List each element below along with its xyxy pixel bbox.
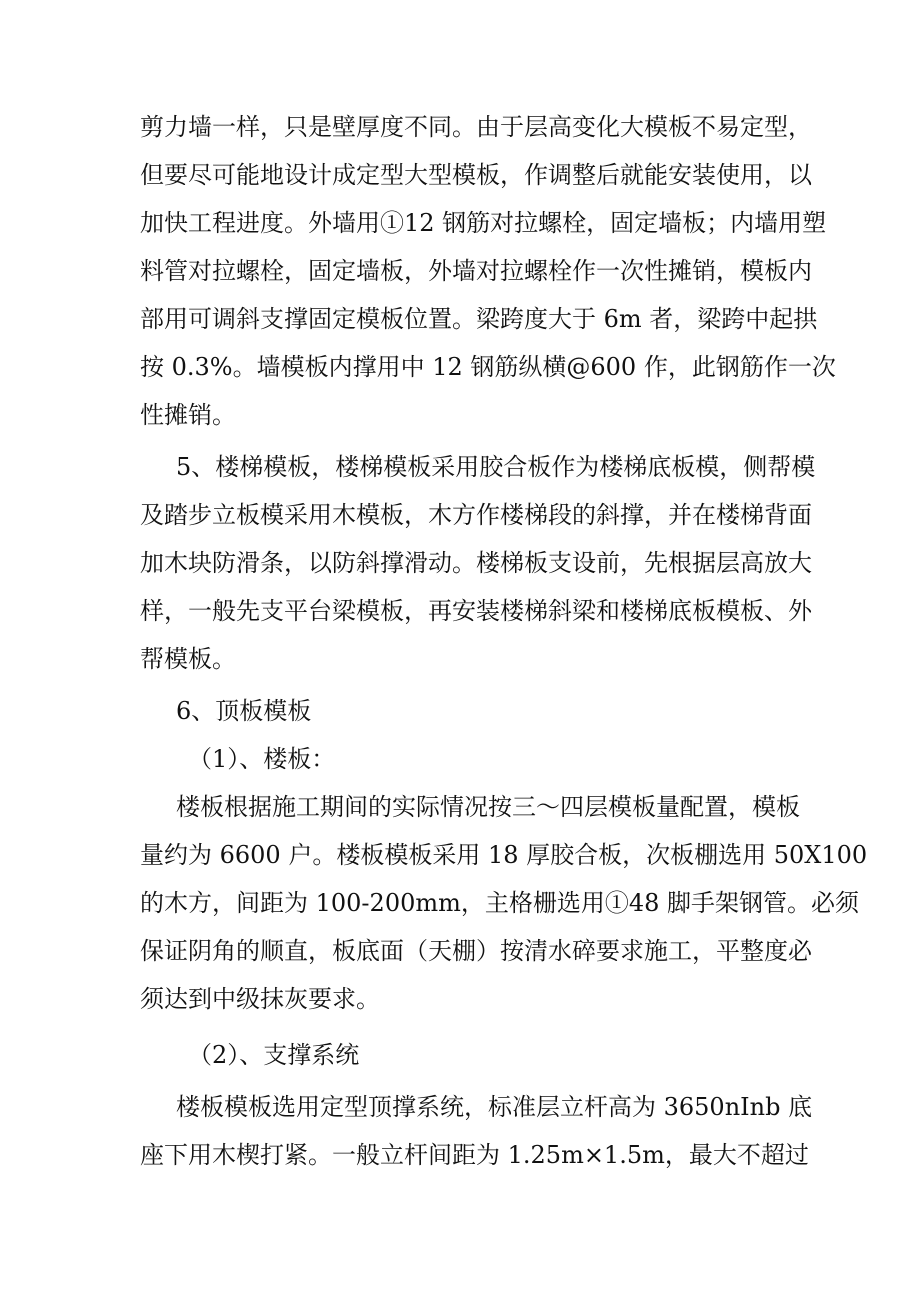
text-line: 的木方，间距为 100-200mm，主格栅选用①48 脚手架钢管。必须	[140, 889, 860, 917]
text-line: 按 0.3%。墙模板内撑用中 12 钢筋纵横@600 作，此钢筋作一次	[140, 353, 836, 381]
text-line: 加快工程进度。外墙用①12 钢筋对拉螺栓，固定墙板；内墙用塑	[140, 209, 827, 237]
text-line: 样，一般先支平台梁模板，再安装楼梯斜梁和楼梯底板模板、外	[140, 597, 812, 625]
text-line: 座下用木楔打紧。一般立杆间距为 1.25m×1.5m，最大不超过	[140, 1141, 809, 1169]
subsection-heading: （2）、支撑系统	[188, 1041, 360, 1069]
text-line: 量约为 6600 户。楼板模板采用 18 厚胶合板，次板棚选用 50X100	[140, 841, 868, 869]
text-line: 性摊销。	[140, 401, 236, 429]
text-line: 5、楼梯模板，楼梯模板采用胶合板作为楼梯底板模，侧帮模	[176, 453, 816, 481]
subsection-heading: （1）、楼板：	[188, 745, 336, 773]
heading-floor-slab	[140, 735, 785, 783]
heading-roof-formwork	[140, 687, 785, 735]
section-heading: 6、顶板模板	[176, 697, 312, 725]
text-line: 料管对拉螺栓，固定墙板，外墙对拉螺栓作一次性摊销，模板内	[140, 257, 812, 285]
paragraph-stair-formwork	[140, 443, 816, 683]
text-line: 保证阴角的顺直，板底面（天棚）按清水碎要求施工，平整度必	[140, 937, 812, 965]
text-line: 及踏步立板模采用木模板，木方作楼梯段的斜撑，并在楼梯背面	[140, 501, 812, 529]
paragraph-wall-formwork	[140, 103, 836, 439]
document-page	[140, 103, 868, 1179]
heading-support-system	[140, 1031, 785, 1079]
paragraph-floor-slab	[140, 783, 868, 1023]
text-line: 须达到中级抹灰要求。	[140, 985, 380, 1013]
text-line: 但要尽可能地设计成定型大型模板，作调整后就能安装使用，以	[140, 161, 812, 189]
text-line: 剪力墙一样，只是壁厚度不同。由于层高变化大模板不易定型，	[140, 113, 812, 141]
paragraph-support-system	[140, 1083, 813, 1179]
text-line: 部用可调斜支撑固定模板位置。梁跨度大于 6m 者，梁跨中起拱	[140, 305, 818, 333]
text-line: 楼板根据施工期间的实际情况按三～四层模板量配置，模板	[176, 793, 800, 821]
text-line: 楼板模板选用定型顶撑系统，标准层立杆高为 3650nInb 底	[176, 1093, 813, 1121]
text-line: 加木块防滑条，以防斜撑滑动。楼梯板支设前，先根据层高放大	[140, 549, 812, 577]
text-line: 帮模板。	[140, 645, 236, 673]
